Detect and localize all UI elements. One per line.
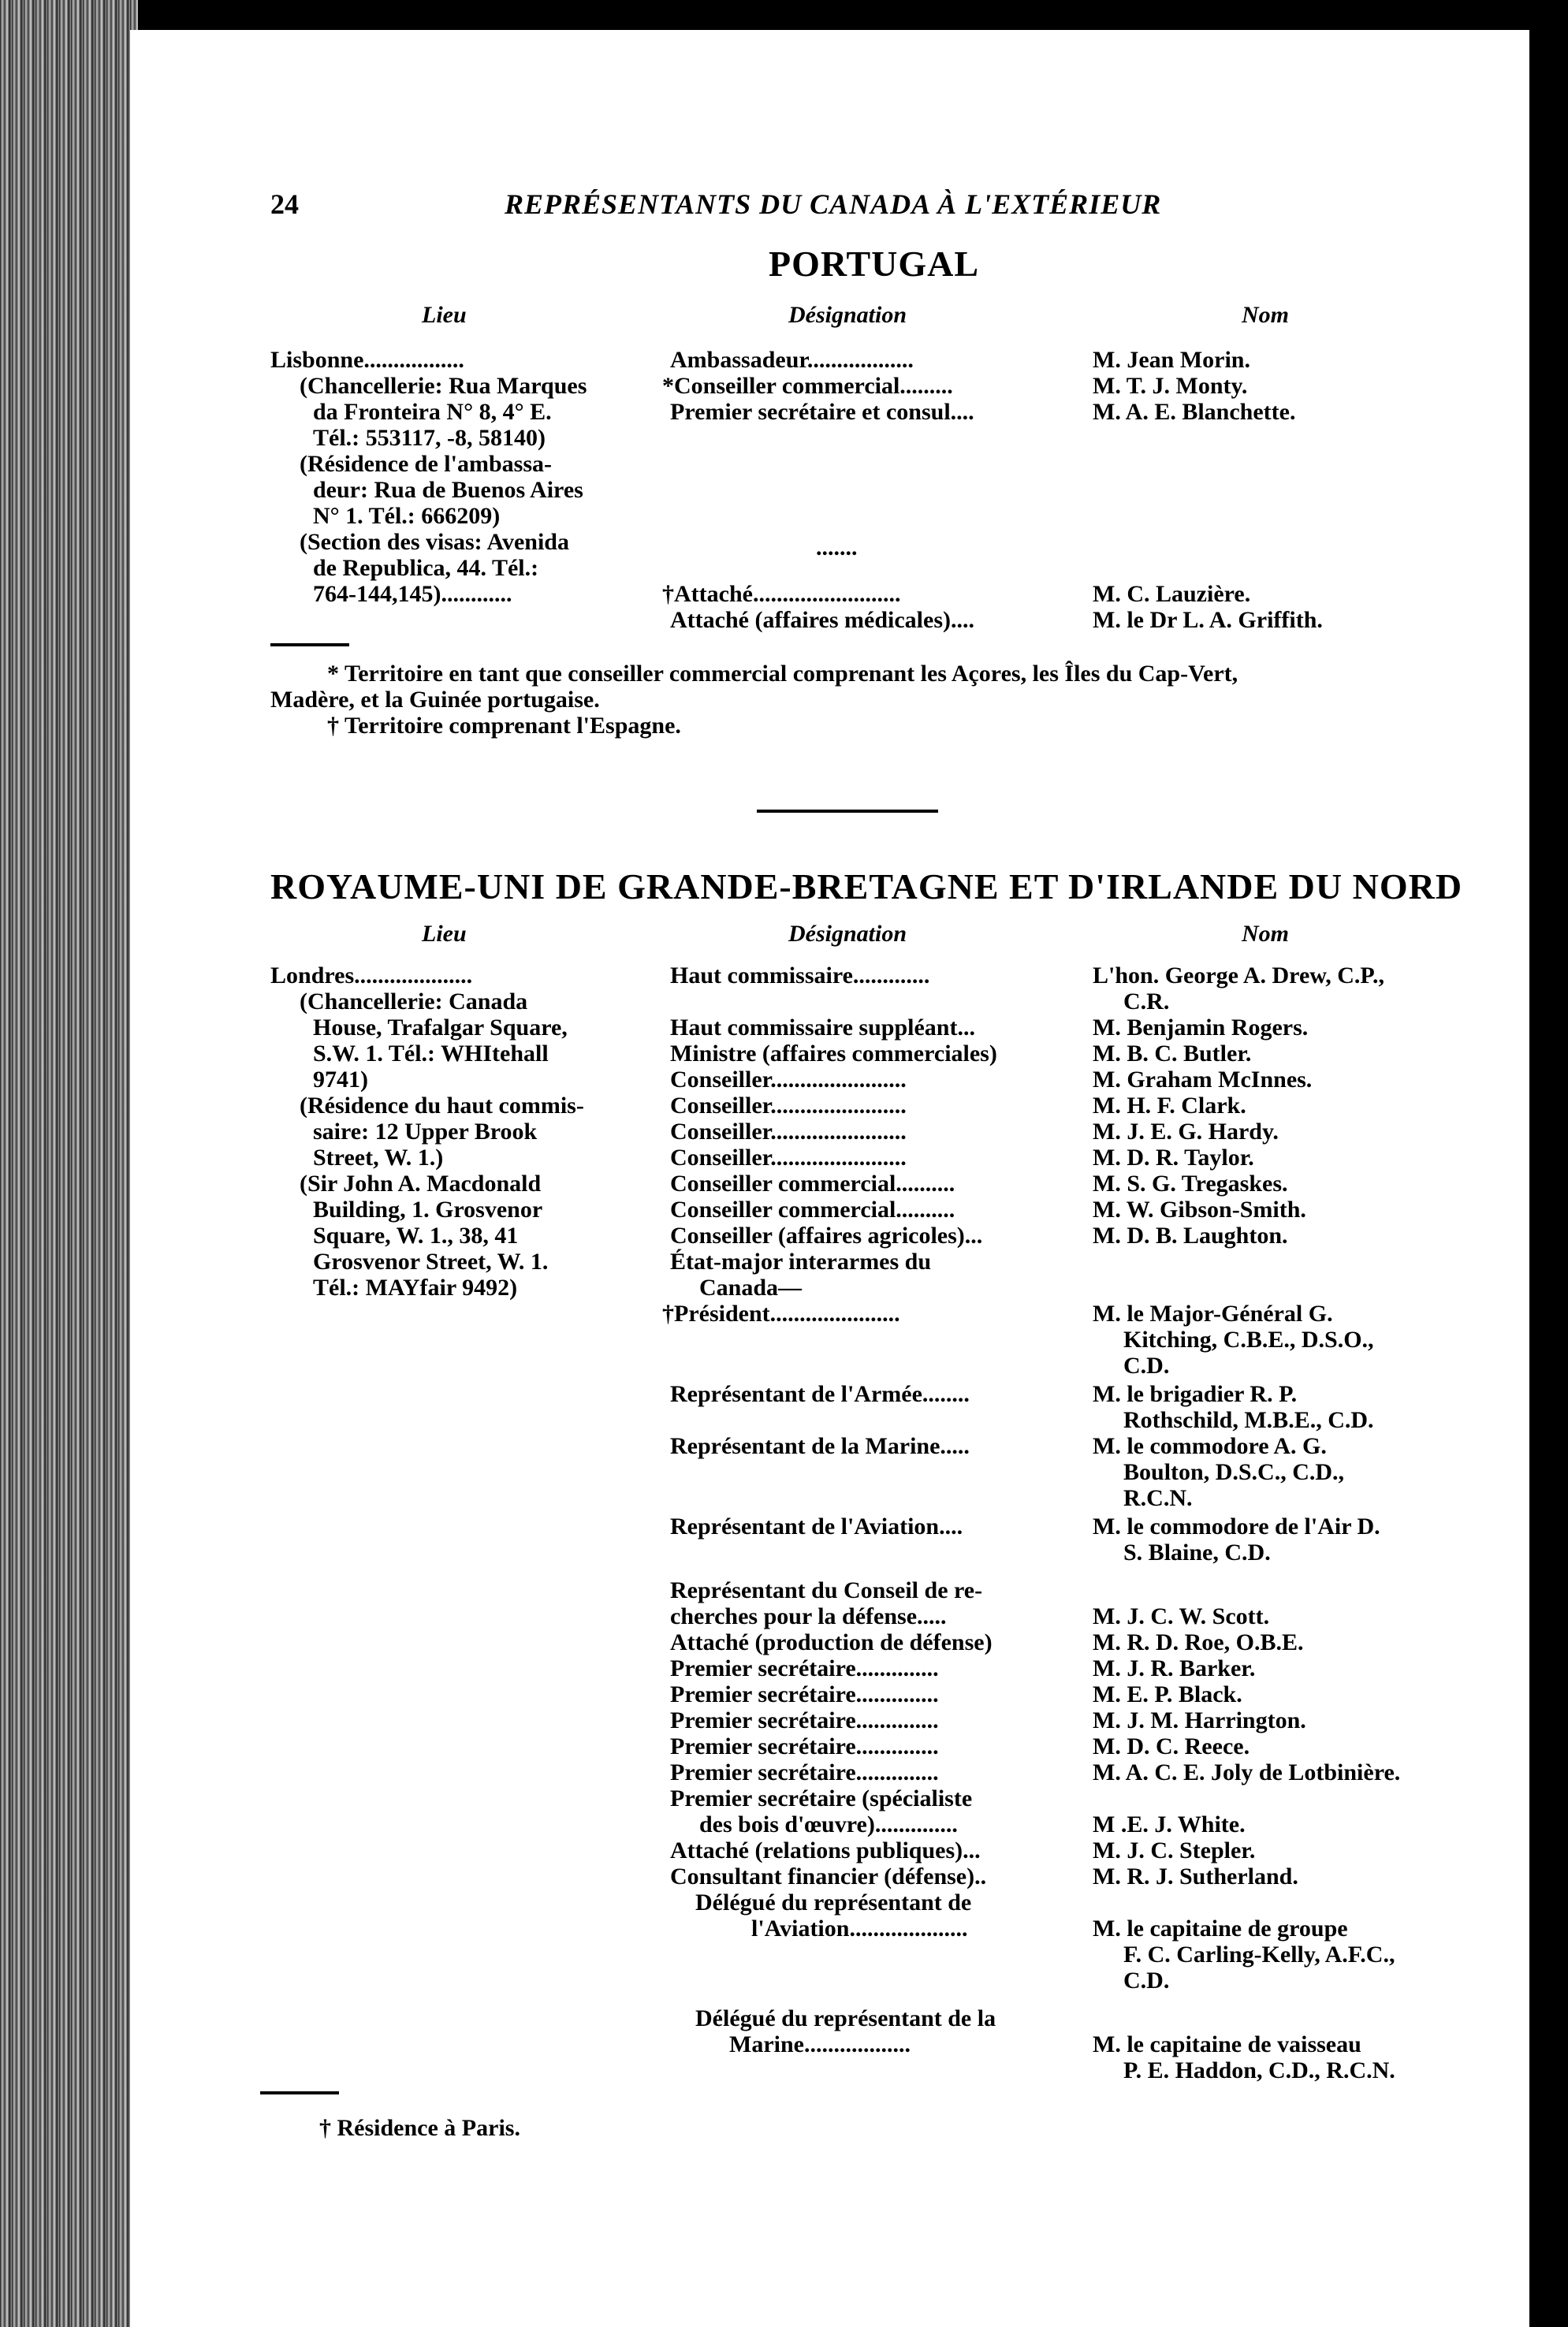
footnote-rule bbox=[270, 643, 349, 646]
person-name: L'hon. George A. Drew, C.P., bbox=[1093, 962, 1385, 989]
designation: Consultant financier (défense).. bbox=[670, 1863, 987, 1890]
location-line: Lisbonne................. bbox=[270, 347, 464, 373]
section-title-portugal: PORTUGAL bbox=[769, 244, 980, 284]
designation: Premier secrétaire.............. bbox=[670, 1681, 939, 1707]
location-line: saire: 12 Upper Brook bbox=[313, 1119, 538, 1145]
person-name-cont: C.D. bbox=[1123, 1353, 1170, 1379]
location-line: (Chancellerie: Canada bbox=[300, 989, 528, 1015]
person-name: M. E. P. Black. bbox=[1093, 1681, 1242, 1707]
person-name: M. J. E. G. Hardy. bbox=[1093, 1119, 1279, 1145]
designation: Conseiller....................... bbox=[670, 1145, 907, 1171]
designation: Conseiller (affaires agricoles)... bbox=[670, 1223, 983, 1249]
designation: Haut commissaire............. bbox=[670, 962, 930, 989]
person-name: M. A. E. Blanchette. bbox=[1093, 399, 1296, 425]
person-name-cont: Boulton, D.S.C., C.D., bbox=[1123, 1459, 1345, 1485]
designation: Premier secrétaire.............. bbox=[670, 1707, 939, 1733]
designation: Délégué du représentant de bbox=[695, 1890, 972, 1916]
person-name: M. D. C. Reece. bbox=[1093, 1733, 1250, 1759]
designation: Délégué du représentant de la bbox=[695, 2005, 996, 2031]
person-name: M. H. F. Clark. bbox=[1093, 1093, 1246, 1119]
location-line: (Section des visas: Avenida bbox=[300, 529, 569, 555]
location-line: 9741) bbox=[313, 1067, 368, 1093]
location-line: Tél.: 553117, -8, 58140) bbox=[313, 425, 546, 451]
designation: Premier secrétaire et consul.... bbox=[670, 399, 974, 425]
person-name-cont: P. E. Haddon, C.D., R.C.N. bbox=[1123, 2057, 1395, 2083]
location-line: House, Trafalgar Square, bbox=[313, 1015, 568, 1041]
person-name: M. Jean Morin. bbox=[1093, 347, 1250, 373]
designation: Représentant du Conseil de re- bbox=[670, 1577, 983, 1603]
person-name-cont: C.D. bbox=[1123, 1968, 1170, 1994]
designation: Représentant de l'Armée........ bbox=[670, 1381, 970, 1407]
designation: Conseiller....................... bbox=[670, 1067, 907, 1093]
column-header-designation: Désignation bbox=[788, 921, 907, 947]
location-line: Londres.................... bbox=[270, 962, 473, 989]
footnote: † Territoire comprenant l'Espagne. bbox=[327, 713, 681, 739]
person-name-cont: Rothschild, M.B.E., C.D. bbox=[1123, 1407, 1374, 1433]
location-line: N° 1. Tél.: 666209) bbox=[313, 503, 501, 529]
location-line: (Résidence du haut commis- bbox=[300, 1093, 584, 1119]
scan-right-edge bbox=[1529, 0, 1568, 2327]
person-name: M. W. Gibson-Smith. bbox=[1093, 1197, 1306, 1223]
person-name: M. R. D. Roe, O.B.E. bbox=[1093, 1629, 1304, 1655]
designation: Attaché (relations publiques)... bbox=[670, 1837, 981, 1863]
location-line: Building, 1. Grosvenor bbox=[313, 1197, 543, 1223]
location-line: Grosvenor Street, W. 1. bbox=[313, 1249, 549, 1275]
designation: Attaché (production de défense) bbox=[670, 1629, 993, 1655]
location-line: (Résidence de l'ambassa- bbox=[300, 451, 552, 477]
person-name: M. le brigadier R. P. bbox=[1093, 1381, 1298, 1407]
section-divider bbox=[757, 810, 938, 813]
person-name: M. le Dr L. A. Griffith. bbox=[1093, 607, 1323, 633]
person-name: M. J. R. Barker. bbox=[1093, 1655, 1256, 1681]
footnote: * Territoire en tant que conseiller commercial comprenant les Açores, les Îles du Cap-Vert, bbox=[327, 661, 1238, 687]
column-header-nom: Nom bbox=[1242, 302, 1289, 328]
location-line: Street, W. 1.) bbox=[313, 1145, 444, 1171]
person-name: M. R. J. Sutherland. bbox=[1093, 1863, 1298, 1890]
scan-left-edge bbox=[0, 0, 138, 2327]
designation: Conseiller....................... bbox=[670, 1119, 907, 1145]
location-line: (Sir John A. Macdonald bbox=[300, 1171, 542, 1197]
footnote: Madère, et la Guinée portugaise. bbox=[270, 687, 600, 713]
designation: Premier secrétaire.............. bbox=[670, 1655, 939, 1681]
designation-cont: des bois d'œuvre).............. bbox=[699, 1811, 958, 1837]
designation: Conseiller....................... bbox=[670, 1093, 907, 1119]
person-name: M. J. C. W. Scott. bbox=[1093, 1603, 1270, 1629]
person-name-cont: S. Blaine, C.D. bbox=[1123, 1540, 1271, 1566]
designation: †Président...................... bbox=[662, 1301, 900, 1327]
designation: Représentant de l'Aviation.... bbox=[670, 1513, 963, 1540]
designation: État-major interarmes du bbox=[670, 1249, 932, 1275]
person-name: M. Graham McInnes. bbox=[1093, 1067, 1313, 1093]
person-name: M .E. J. White. bbox=[1093, 1811, 1246, 1837]
person-name-cont: C.R. bbox=[1123, 989, 1170, 1015]
designation: Premier secrétaire.............. bbox=[670, 1759, 939, 1785]
person-name: M. le capitaine de vaisseau bbox=[1093, 2031, 1361, 2057]
person-name: M. B. C. Butler. bbox=[1093, 1041, 1252, 1067]
designation: Conseiller commercial.......... bbox=[670, 1197, 955, 1223]
person-name: M. A. C. E. Joly de Lotbinière. bbox=[1093, 1759, 1401, 1785]
person-name: M. J. C. Stepler. bbox=[1093, 1837, 1256, 1863]
location-line: (Chancellerie: Rua Marques bbox=[300, 373, 587, 399]
person-name: M. le Major-Général G. bbox=[1093, 1301, 1333, 1327]
separator-dots: ....... bbox=[816, 534, 858, 560]
designation-cont: Canada— bbox=[699, 1275, 803, 1301]
location-line: da Fronteira N° 8, 4° E. bbox=[313, 399, 552, 425]
person-name-cont: R.C.N. bbox=[1123, 1485, 1193, 1511]
footnote: † Résidence à Paris. bbox=[319, 2115, 520, 2141]
person-name: M. Benjamin Rogers. bbox=[1093, 1015, 1309, 1041]
person-name: M. C. Lauzière. bbox=[1093, 581, 1251, 607]
designation: Conseiller commercial.......... bbox=[670, 1171, 955, 1197]
location-line: deur: Rua de Buenos Aires bbox=[313, 477, 583, 503]
page-number: 24 bbox=[270, 188, 299, 220]
person-name: M. D. R. Taylor. bbox=[1093, 1145, 1254, 1171]
designation-cont: Marine.................. bbox=[729, 2031, 911, 2057]
person-name: M. D. B. Laughton. bbox=[1093, 1223, 1288, 1249]
designation-cont: cherches pour la défense..... bbox=[670, 1603, 947, 1629]
column-header-designation: Désignation bbox=[788, 302, 907, 328]
person-name: M. T. J. Monty. bbox=[1093, 373, 1248, 399]
person-name: M. le capitaine de groupe bbox=[1093, 1916, 1348, 1942]
footnote-rule bbox=[260, 2091, 339, 2094]
person-name: M. S. G. Tregaskes. bbox=[1093, 1171, 1288, 1197]
designation-cont: l'Aviation.................... bbox=[751, 1916, 968, 1942]
document-page bbox=[130, 30, 1529, 2327]
location-line: S.W. 1. Tél.: WHItehall bbox=[313, 1041, 549, 1067]
location-line: Square, W. 1., 38, 41 bbox=[313, 1223, 519, 1249]
designation: Premier secrétaire (spécialiste bbox=[670, 1785, 973, 1811]
designation: Ambassadeur.................. bbox=[670, 347, 914, 373]
location-line: 764-144,145)............ bbox=[313, 581, 512, 607]
running-title: REPRÉSENTANTS DU CANADA À L'EXTÉRIEUR bbox=[505, 188, 1162, 220]
designation: Premier secrétaire.............. bbox=[670, 1733, 939, 1759]
person-name: M. J. M. Harrington. bbox=[1093, 1707, 1306, 1733]
section-title-uk: ROYAUME-UNI DE GRANDE-BRETAGNE ET D'IRLANDE DU NORD bbox=[270, 866, 1463, 907]
column-header-nom: Nom bbox=[1242, 921, 1289, 947]
designation: Représentant de la Marine..... bbox=[670, 1433, 970, 1459]
person-name-cont: Kitching, C.B.E., D.S.O., bbox=[1123, 1327, 1374, 1353]
location-line: Tél.: MAYfair 9492) bbox=[313, 1275, 518, 1301]
designation: Attaché (affaires médicales).... bbox=[670, 607, 974, 633]
column-header-lieu: Lieu bbox=[422, 921, 467, 947]
person-name: M. le commodore de l'Air D. bbox=[1093, 1513, 1380, 1540]
designation: Haut commissaire suppléant... bbox=[670, 1015, 975, 1041]
column-header-lieu: Lieu bbox=[422, 302, 467, 328]
designation: †Attaché......................... bbox=[662, 581, 901, 607]
designation: *Conseiller commercial......... bbox=[662, 373, 953, 399]
person-name-cont: F. C. Carling-Kelly, A.F.C., bbox=[1123, 1942, 1395, 1968]
designation: Ministre (affaires commerciales) bbox=[670, 1041, 997, 1067]
location-line: de Republica, 44. Tél.: bbox=[313, 555, 539, 581]
person-name: M. le commodore A. G. bbox=[1093, 1433, 1327, 1459]
